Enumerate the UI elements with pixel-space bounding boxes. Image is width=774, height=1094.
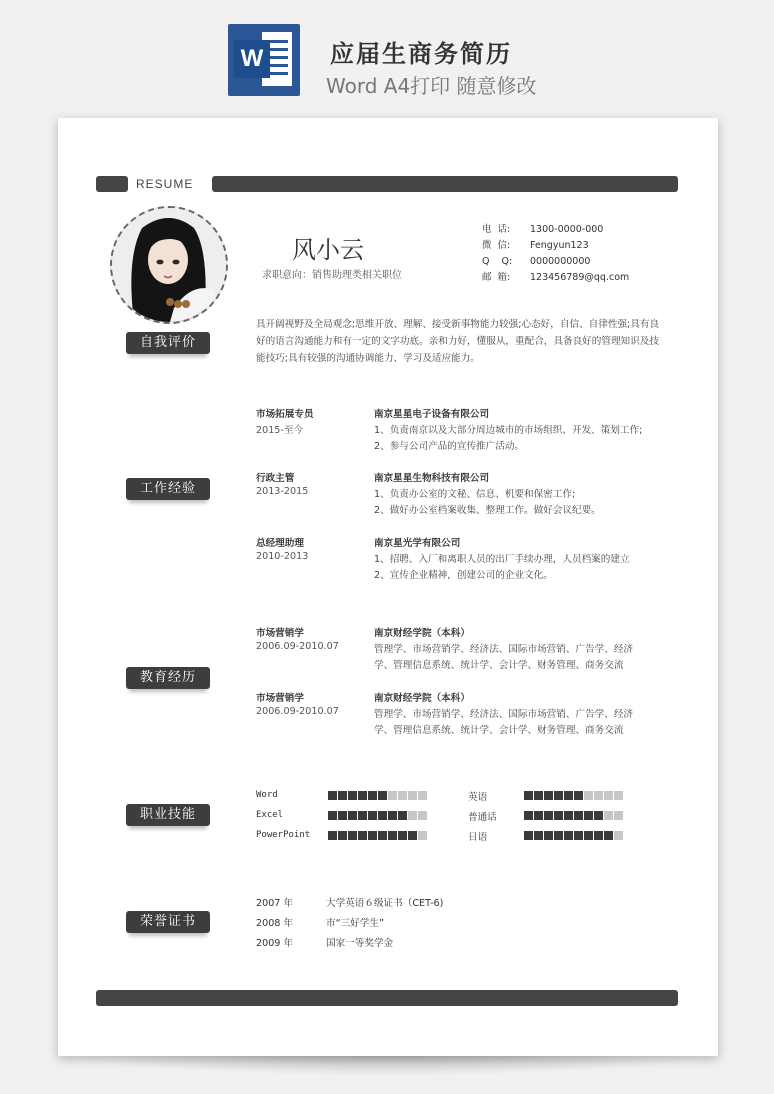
- work-org: 南京星星生物科技有限公司: [374, 473, 490, 484]
- skill-level-block: [544, 831, 553, 840]
- skill-level-block: [348, 811, 357, 820]
- skill-level-block: [614, 791, 623, 800]
- skill-level-block: [534, 831, 543, 840]
- skill-level-block: [398, 831, 407, 840]
- skill-level-block: [358, 811, 367, 820]
- skill-level-block: [338, 811, 347, 820]
- contact-row-phone: [482, 222, 629, 238]
- skill-level-block: [564, 831, 573, 840]
- avatar: [110, 206, 228, 324]
- skill-level-block: [388, 811, 397, 820]
- section-honors: 荣誉证书: [126, 911, 210, 933]
- skill-level-block: [554, 791, 563, 800]
- resume-heading: RESUME: [136, 177, 194, 191]
- skill-bar: [328, 791, 427, 800]
- honor-year: 2007 年: [256, 898, 294, 909]
- edu-course-line: 管理学、市场营销学、经济法、国际市场营销、广告学、经济: [374, 709, 634, 720]
- contact-label: Q Q:: [482, 256, 513, 267]
- skill-bar: [328, 811, 427, 820]
- header-bar-left: [96, 176, 128, 192]
- skill-level-block: [534, 791, 543, 800]
- section-skills: 职业技能: [126, 804, 210, 826]
- work-line: 2、参与公司产品的宣传推广活动。: [374, 441, 525, 452]
- skill-level-block: [408, 791, 417, 800]
- skill-level-block: [604, 831, 613, 840]
- skill-name: Word: [256, 790, 278, 800]
- skill-level-block: [388, 831, 397, 840]
- edu-school: 南京财经学院（本科）: [374, 693, 470, 704]
- skill-level-block: [584, 831, 593, 840]
- skill-bar: [328, 831, 427, 840]
- section-work: 工作经验: [126, 478, 210, 500]
- skill-bar: [524, 791, 623, 800]
- section-education: 教育经历: [126, 667, 210, 689]
- skill-level-block: [388, 791, 397, 800]
- skill-level-block: [348, 791, 357, 800]
- edu-school: 南京财经学院（本科）: [374, 628, 470, 639]
- edu-course-line: 管理学、市场营销学、经济法、国际市场营销、广告学、经济: [374, 644, 634, 655]
- contact-value: 0000000000: [530, 256, 591, 267]
- skill-level-block: [574, 811, 583, 820]
- honor-year: 2008 年: [256, 918, 294, 929]
- skill-level-block: [584, 811, 593, 820]
- skill-level-block: [338, 791, 347, 800]
- header-banner: [0, 0, 774, 110]
- skill-level-block: [594, 791, 603, 800]
- skill-level-block: [358, 831, 367, 840]
- contact-value: 123456789@qq.com: [530, 272, 630, 283]
- work-line: 2、做好办公室档案收集、整理工作。做好会议纪要。: [374, 505, 601, 516]
- contact-value: 1300-0000-000: [530, 224, 604, 235]
- skill-name: 普通话: [468, 812, 497, 823]
- work-period: 2013-2015: [256, 486, 309, 497]
- word-icon: [228, 24, 300, 96]
- skill-level-block: [398, 811, 407, 820]
- skill-level-block: [554, 811, 563, 820]
- skill-name: 日语: [468, 832, 488, 843]
- banner-subtitle: Word A4打印 随意修改: [326, 74, 537, 98]
- contact-row-wechat: [482, 238, 629, 254]
- edu-course-line: 学、管理信息系统、统计学、会计学、财务管理、商务交流: [374, 725, 624, 736]
- skill-level-block: [358, 791, 367, 800]
- word-logo-letter: W: [234, 40, 270, 78]
- work-title: 市场拓展专员: [256, 409, 314, 420]
- honor-text: 大学英语６级证书（CET-6): [326, 898, 444, 909]
- edu-major: 市场营销学: [256, 628, 304, 639]
- skill-level-block: [614, 811, 623, 820]
- self-eval-text: 具开阔视野及全局观念;思维开放、理解、接受新事物能力较强;心态好，自信、自律性强;具有良好的语言沟通能力和有一定的文字功底。亲和力好，懂服从，重配合，具备良好的管理知识及技能技巧;具有较强的沟通协调能力、学习及适应能力。: [256, 319, 660, 364]
- banner-title: 应届生商务简历: [330, 40, 512, 68]
- work-line: 2、宣传企业精神，创建公司的企业文化。: [374, 570, 553, 581]
- contact-row-email: [482, 270, 629, 286]
- paper-shadow: [72, 1054, 702, 1076]
- contact-block: [482, 222, 629, 286]
- skill-level-block: [594, 811, 603, 820]
- job-intent: 求职意向：销售助理类相关职位: [262, 270, 402, 281]
- contact-label: 微 信:: [482, 240, 511, 251]
- skill-bar: [524, 811, 623, 820]
- skill-level-block: [418, 811, 427, 820]
- edu-period: 2006.09-2010.07: [256, 641, 339, 652]
- resume-page: [58, 118, 718, 1056]
- edu-major: 市场营销学: [256, 693, 304, 704]
- footer-bar: [96, 990, 678, 1006]
- skill-level-block: [544, 811, 553, 820]
- skill-level-block: [594, 831, 603, 840]
- edu-course-line: 学、管理信息系统、统计学、会计学、财务管理、商务交流: [374, 660, 624, 671]
- skill-level-block: [378, 831, 387, 840]
- contact-label: 电 话:: [482, 224, 511, 235]
- contact-label: 邮 箱:: [482, 272, 511, 283]
- edu-period: 2006.09-2010.07: [256, 706, 339, 717]
- honor-text: 市“三好学生”: [326, 918, 384, 929]
- work-period: 2010-2013: [256, 551, 309, 562]
- contact-row-qq: [482, 254, 629, 270]
- skill-level-block: [328, 831, 337, 840]
- skill-level-block: [328, 811, 337, 820]
- contact-value: Fengyun123: [530, 240, 589, 251]
- work-title: 行政主管: [256, 473, 295, 484]
- skill-level-block: [378, 791, 387, 800]
- work-title: 总经理助理: [256, 538, 304, 549]
- skill-level-block: [418, 831, 427, 840]
- honor-year: 2009 年: [256, 938, 294, 949]
- skill-level-block: [368, 811, 377, 820]
- work-org: 南京星光学有限公司: [374, 538, 461, 549]
- skill-level-block: [614, 831, 623, 840]
- skill-level-block: [564, 811, 573, 820]
- header-bar-right: [212, 176, 678, 192]
- skill-level-block: [348, 831, 357, 840]
- avatar-illustration: [112, 208, 226, 322]
- section-self-eval: 自我评价: [126, 332, 210, 354]
- skill-level-block: [584, 791, 593, 800]
- skill-level-block: [368, 791, 377, 800]
- honor-text: 国家一等奖学金: [326, 938, 394, 949]
- skill-level-block: [554, 831, 563, 840]
- work-line: 1、招聘、入厂和离职人员的出厂手续办理，人员档案的建立: [374, 554, 630, 565]
- skill-level-block: [604, 811, 613, 820]
- skill-level-block: [418, 791, 427, 800]
- candidate-name: 风小云: [292, 236, 364, 264]
- skill-level-block: [408, 811, 417, 820]
- skill-level-block: [534, 811, 543, 820]
- skill-level-block: [564, 791, 573, 800]
- skill-level-block: [368, 831, 377, 840]
- skill-level-block: [524, 791, 533, 800]
- skill-bar: [524, 831, 623, 840]
- work-line: 1、负责办公室的文秘、信息、机要和保密工作;: [374, 489, 576, 500]
- skill-level-block: [398, 791, 407, 800]
- skill-name: 英语: [468, 792, 488, 803]
- skill-level-block: [328, 791, 337, 800]
- skill-level-block: [574, 791, 583, 800]
- skill-level-block: [524, 811, 533, 820]
- skill-level-block: [338, 831, 347, 840]
- skill-level-block: [378, 811, 387, 820]
- skill-level-block: [524, 831, 533, 840]
- work-period: 2015-至今: [256, 425, 304, 436]
- skill-name: PowerPoint: [256, 830, 311, 840]
- skill-level-block: [604, 791, 613, 800]
- skill-level-block: [408, 831, 417, 840]
- skill-level-block: [574, 831, 583, 840]
- skill-name: Excel: [256, 810, 284, 820]
- work-org: 南京星星电子设备有限公司: [374, 409, 490, 420]
- skill-level-block: [544, 791, 553, 800]
- work-line: 1、负责南京以及大部分周边城市的市场组织、开发、策划工作;: [374, 425, 643, 436]
